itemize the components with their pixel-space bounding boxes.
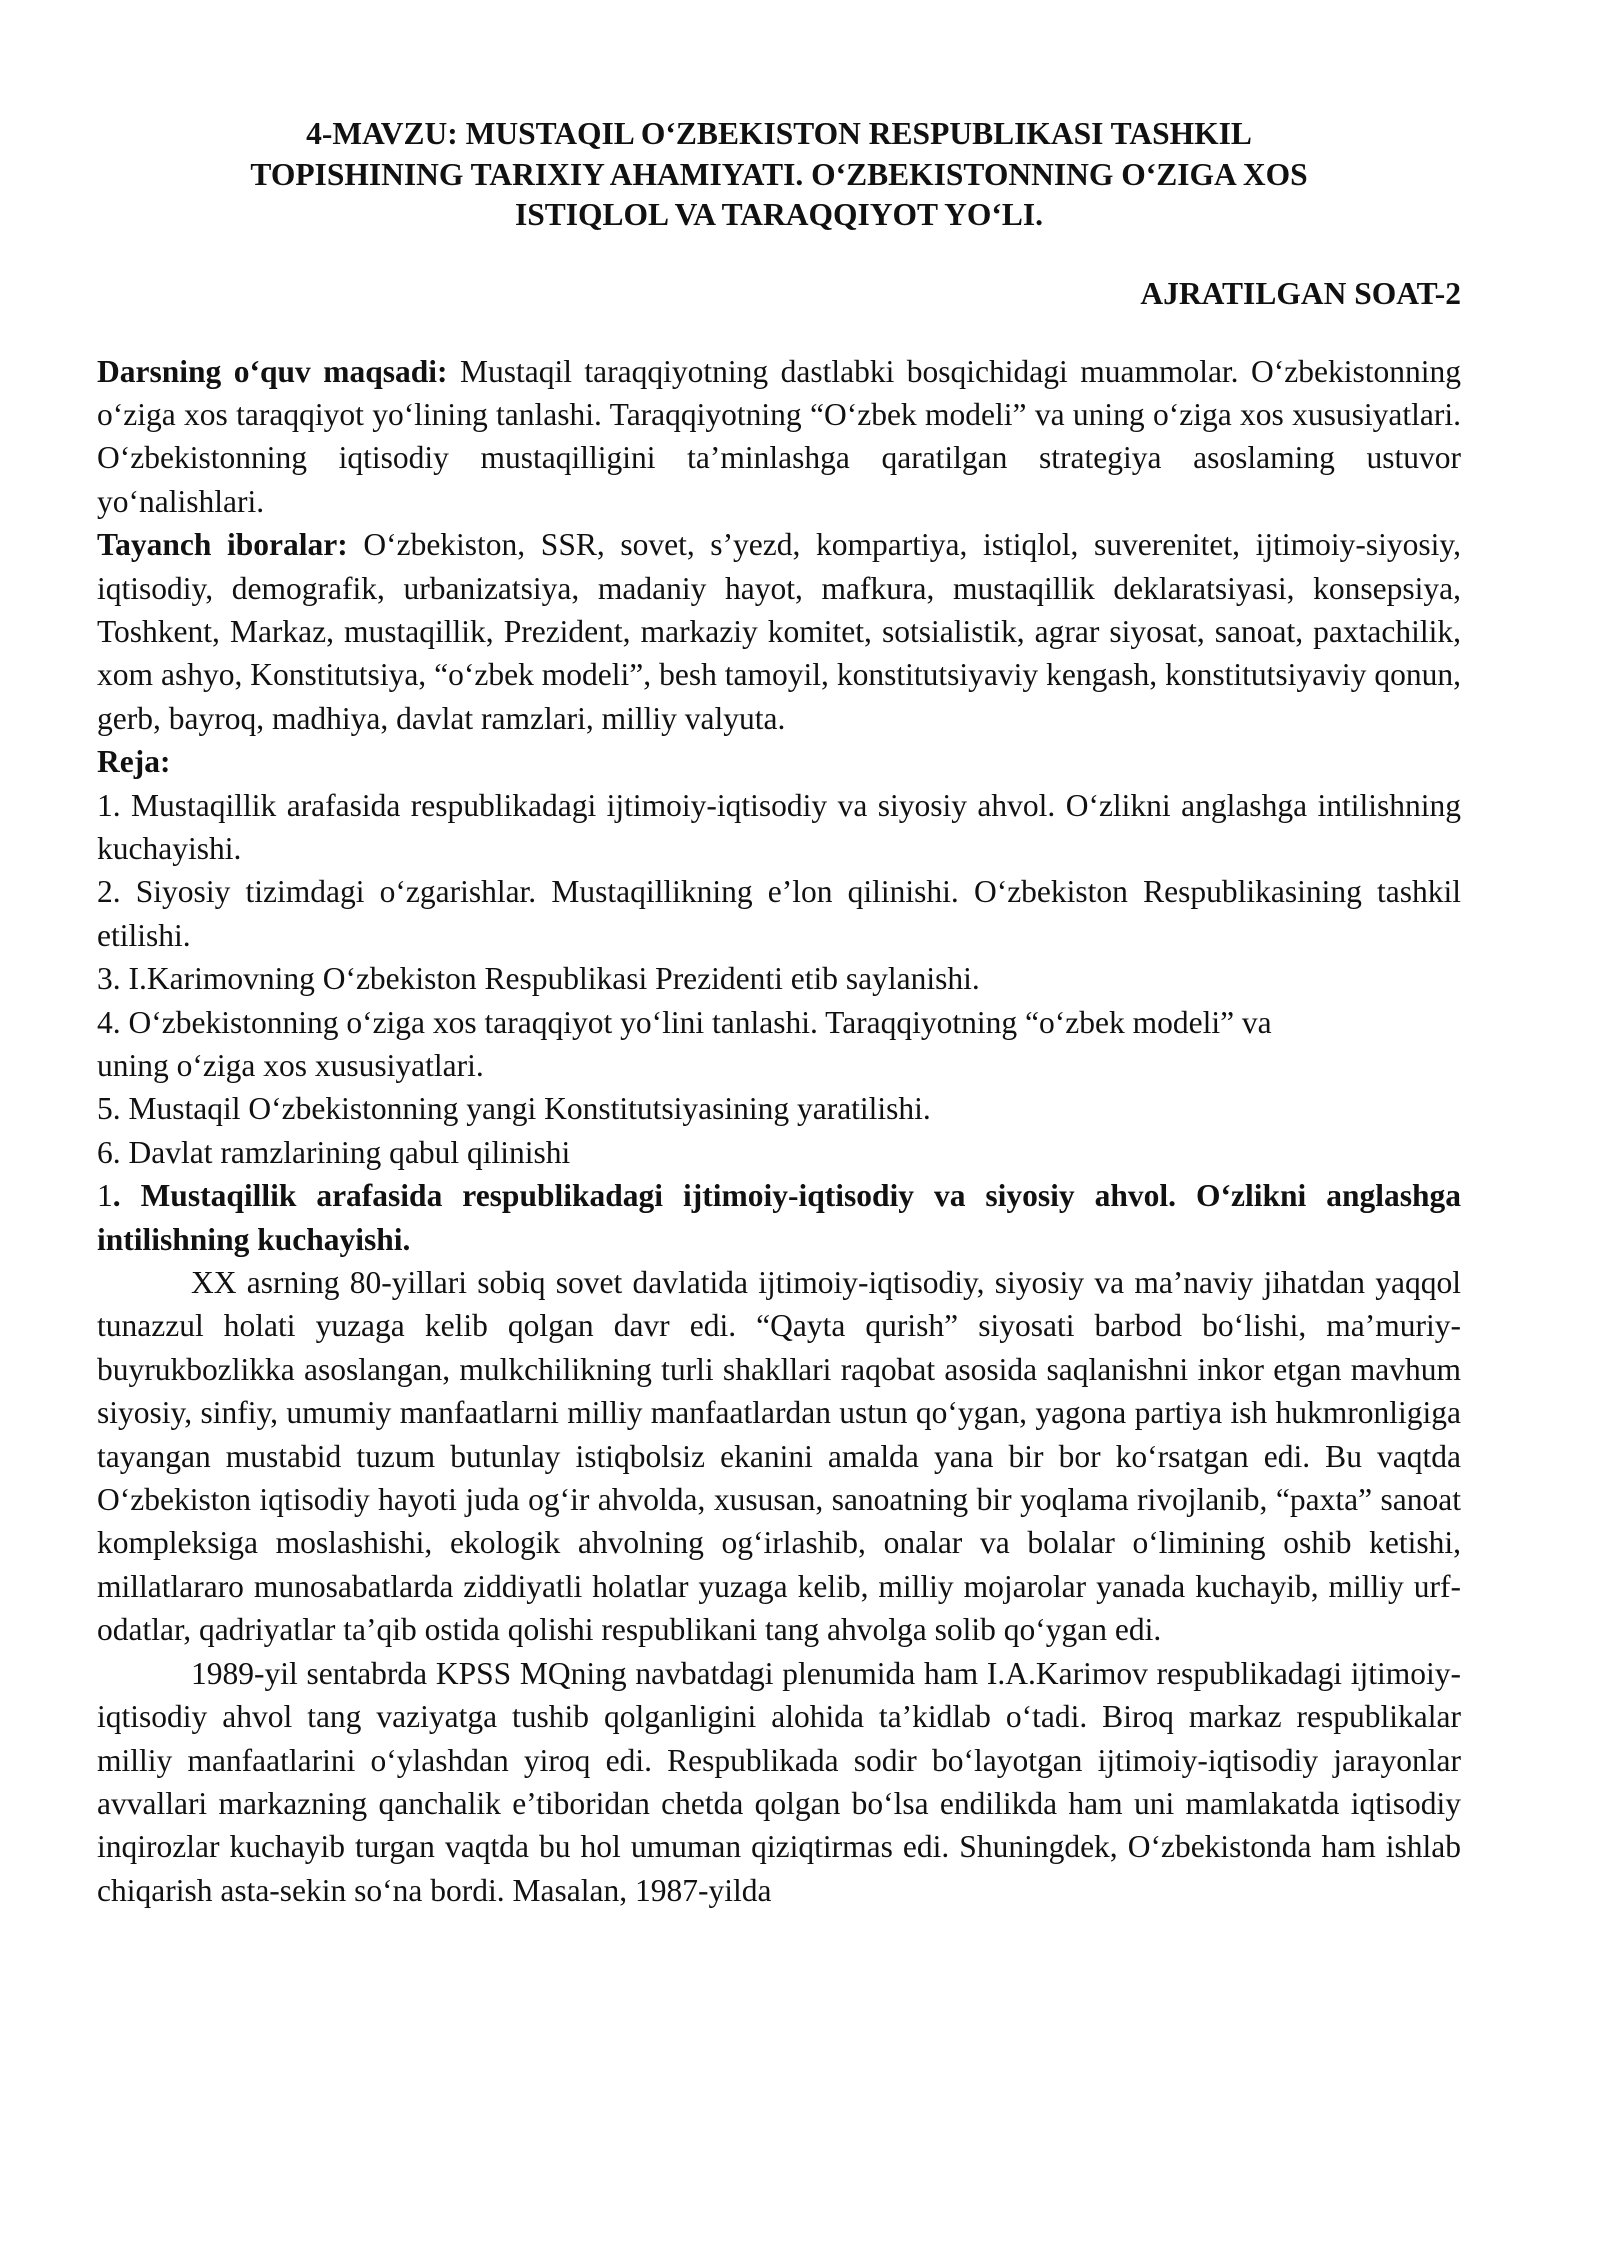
title-line-2: TOPISHINING TARIXIY AHAMIYATI. O‘ZBEKISTONNING O‘ZIGA XOS — [250, 156, 1308, 192]
keywords-paragraph — [97, 523, 1461, 740]
section-1-heading — [97, 1174, 1461, 1261]
plan-item-3: 3. I.Karimovning O‘zbekiston Respublikasi Prezidenti etib saylanishi. — [97, 961, 980, 997]
lesson-goal-label: Darsning o‘quv maqsadi: — [97, 353, 448, 389]
plan-item-2: 2. Siyosiy tizimdagi o‘zgarishlar. Mustaqillikning e’lon qilinishi. O‘zbekiston Respublikasining tashkil etilishi. — [97, 874, 1461, 953]
plan-heading: Reja: — [97, 744, 171, 780]
plan-item-4: 4. O‘zbekistonning o‘ziga xos taraqqiyot yo‘lini tanlashi. Taraqqiyotning “o‘zbek modeli” va uning o‘ziga xos xususiyatlari. — [97, 1004, 1272, 1083]
section-1-title: . Mustaqillik arafasida respublikadagi ijtimoiy-iqtisodiy va siyosiy ahvol. O‘zlikni anglashga intilishning kuchayishi. — [97, 1178, 1461, 1257]
lesson-goal-paragraph — [97, 350, 1461, 524]
keywords-label: Tayanch iboralar: — [97, 527, 348, 563]
allocated-hours: AJRATILGAN SOAT-2 — [1140, 275, 1461, 311]
document-title — [97, 114, 1461, 236]
plan-item-6: 6. Davlat ramzlarining qabul qilinishi — [97, 1134, 571, 1170]
body-paragraph-1: XX asrning 80-yillari sobiq sovet davlatida ijtimoiy-iqtisodiy, siyosiy va ma’naviy jihatdan yaqqol tunazzul holati yuzaga kelib qolgan davr edi. “Qayta qurish” siyosati barbod bo‘lishi, ma’muriy-buyrukbozlikka asoslangan, mulkchilikning turli shakllari raqobat asosida saqlanishni inkor etgan mavhum siyosiy, sinfiy, umumiy manfaatlarni milliy manfaatlardan ustun qo‘ygan, yagona partiya ish hukmronligiga tayangan mustabid tuzum butunlay istiqbolsiz ekanini amalda yana bir bor ko‘rsatgan edi. Bu vaqtda O‘zbekiston iqtisodiy hayoti juda og‘ir ahvolda, xususan, sanoatning bir yoqlama rivojlanib, “paxta” sanoat kompleksiga moslashishi, ekologik ahvolning og‘irlashib, onalar va bolalar o‘limining oshib ketishi, millatlararo munosabatlarda ziddiyatli holatlar yuzaga kelib, milliy mojarolar yanada kuchayib, milliy urf-odatlar, qadriyatlar ta’qib ostida qolishi respublikani tang ahvolga solib qo‘ygan edi. — [97, 1265, 1461, 1648]
section-1-number: 1 — [97, 1178, 113, 1214]
title-line-1: 4-MAVZU: MUSTAQIL O‘ZBEKISTON RESPUBLIKASI TASHKIL — [306, 116, 1252, 151]
body-paragraph-2: 1989-yil sentabrda KPSS MQning navbatdagi plenumida ham I.A.Karimov respublikadagi ijtimoiy-iqtisodiy ahvol tang vaziyatga tushib qolganligini alohida ta’kidlab o‘tadi. Biroq markaz respublikalar milliy manfaatlarini o‘ylashdan yiroq edi. Respublikada sodir bo‘layotgan ijtimoiy-iqtisodiy jarayonlar avvallari markazning qanchalik e’tiboridan chetda qolgan bo‘lsa endilikda ham uni mamlakatda iqtisodiy inqirozlar kuchayib turgan vaqtda bu hol umuman qiziqtirmas edi. Shuningdek, O‘zbekistonda ham ishlab chiqarish asta-sekin so‘na bordi. Masalan, 1987-yilda — [97, 1655, 1461, 1908]
plan-item-5: 5. Mustaqil O‘zbekistonning yangi Konstitutsiyasining yaratilishi. — [97, 1091, 931, 1127]
lesson-goal-text: Mustaqil taraqqiyotning dastlabki bosqichidagi muammolar. O‘zbekistonning o‘ziga xos taraqqiyot yo‘lining tanlashi. Taraqqiyotning “O‘zbek modeli” va uning o‘ziga xos xususiyatlari. O‘zbekistonning iqtisodiy mustaqilligini ta’minlashga qaratilgan strategiya asoslaming ustuvor yo‘nalishlari. — [97, 353, 1461, 519]
keywords-text: O‘zbekiston, SSR, sovet, s’yezd, kompartiya, istiqlol, suverenitet, ijtimoiy-siyosiy, iqtisodiy, demografik, urbanizatsiya, madaniy hayot, mafkura, mustaqillik deklaratsiyasi, konsepsiya, Toshkent, Markaz, mustaqillik, Prezident, markaziy komitet, sotsialistik, agrar siyosat, sanoat, paxtachilik, xom ashyo, Konstitutsiya, “o‘zbek modeli”, besh tamoyil, konstitutsiyaviy kengash, konstitutsiyaviy qonun, gerb, bayroq, madhiya, davlat ramzlari, milliy valyuta. — [97, 527, 1461, 736]
document-content — [97, 114, 1461, 1912]
title-line-3: ISTIQLOL VA TARAQQIYOT YO‘LI. — [514, 197, 1044, 232]
plan-item-1: 1. Mustaqillik arafasida respublikadagi ijtimoiy-iqtisodiy va siyosiy ahvol. O‘zlikni anglashga intilishning kuchayishi. — [97, 787, 1461, 866]
